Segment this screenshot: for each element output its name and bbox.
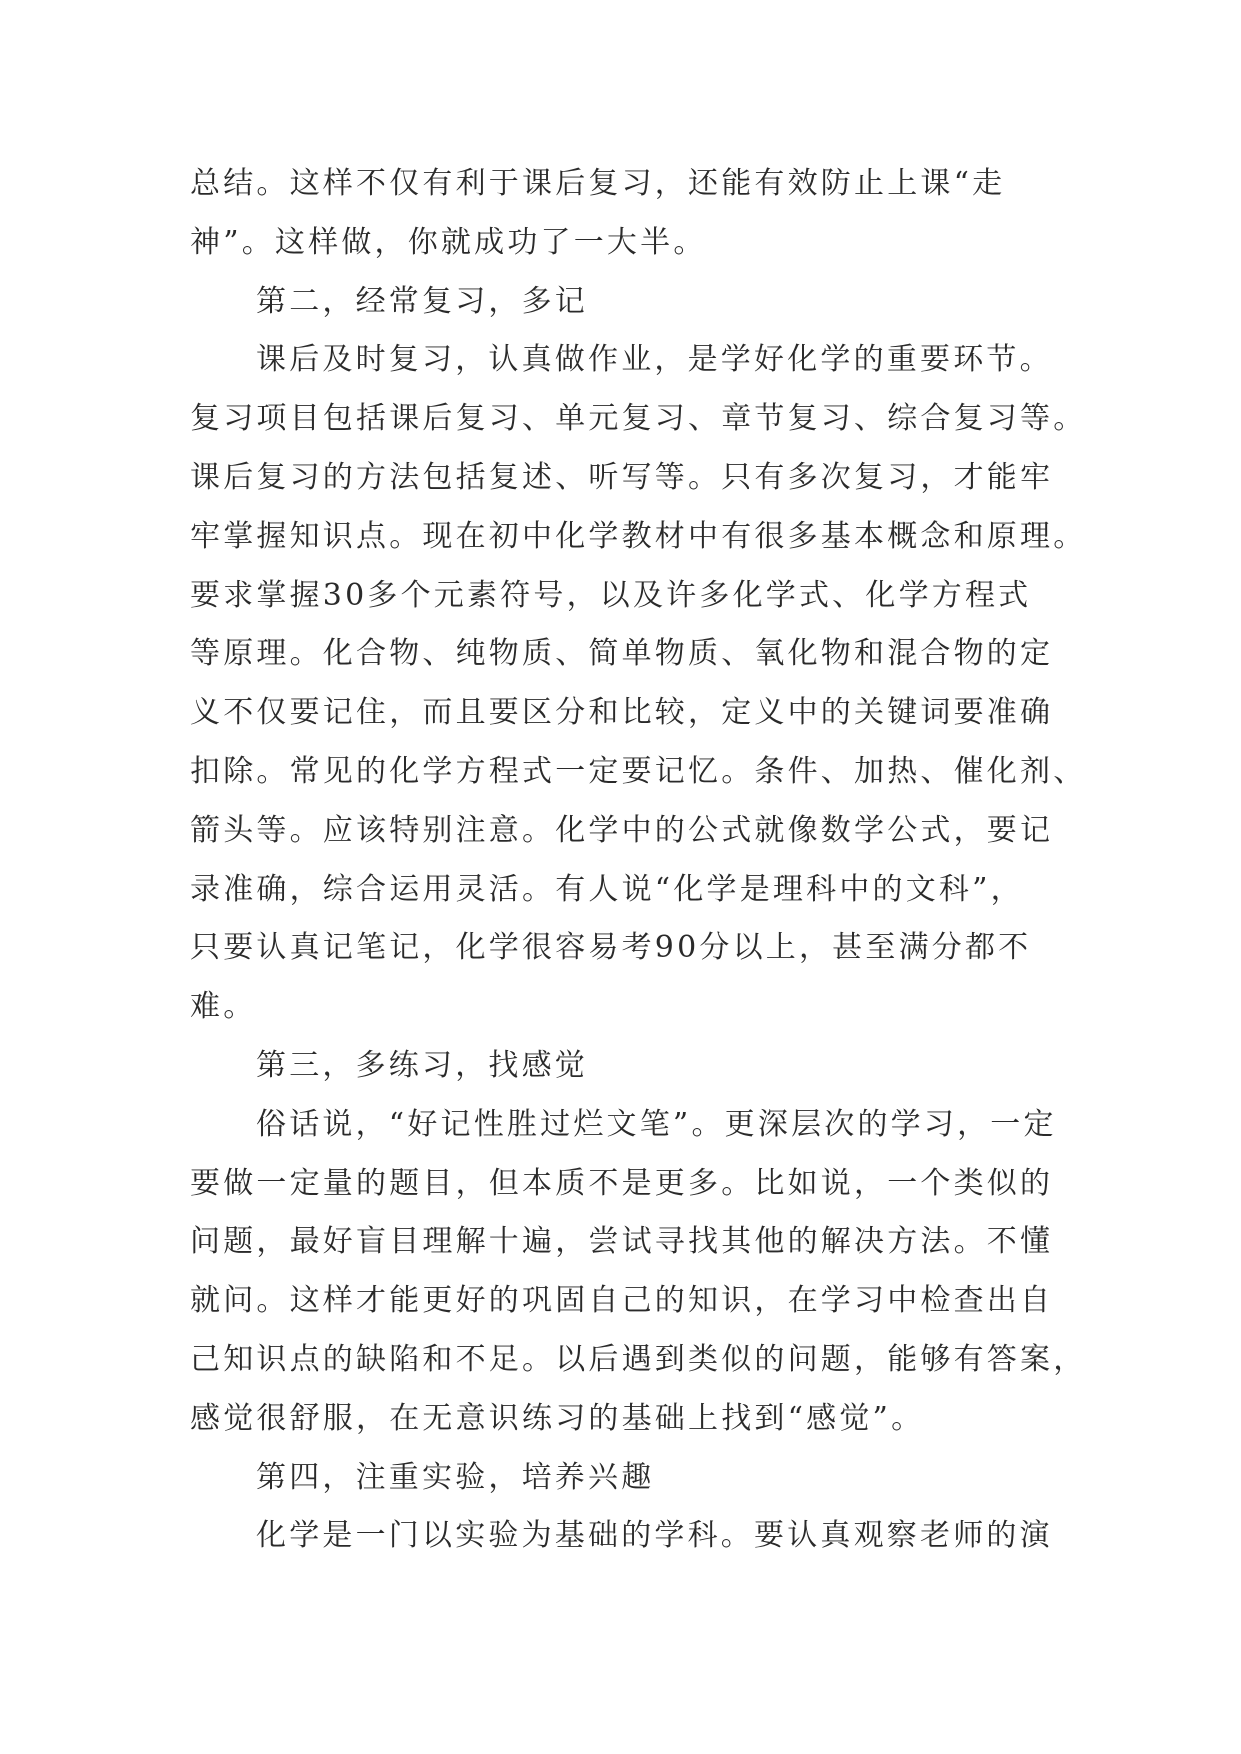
document-body: [190, 155, 1087, 1566]
text-line: 只要认真记笔记，化学很容易考90分以上，甚至满分都不: [190, 930, 1032, 966]
section-heading: 第三，多练习，找感觉: [256, 1047, 588, 1083]
text-line: 要做一定量的题目，但本质不是更多。比如说，一个类似的: [190, 1165, 1054, 1201]
text-line: 课后及时复习，认真做作业，是学好化学的重要环节。: [256, 342, 1053, 378]
section-heading: 第二，经常复习，多记: [256, 283, 588, 319]
text-line: 神”。这样做，你就成功了一大半。: [190, 224, 707, 260]
text-line: 牢掌握知识点。现在初中化学教材中有很多基本概念和原理。: [190, 518, 1087, 554]
text-line: 俗话说，“好记性胜过烂文笔”。更深层次的学习，一定: [256, 1106, 1057, 1142]
text-line: 录准确，综合运用灵活。有人说“化学是理科中的文科”，: [190, 871, 1024, 907]
text-line: 课后复习的方法包括复述、听写等。只有多次复习，才能牢: [190, 459, 1054, 495]
text-line: 感觉很舒服，在无意识练习的基础上找到“感觉”。: [190, 1400, 925, 1436]
text-line: 等原理。化合物、纯物质、简单物质、氧化物和混合物的定: [190, 636, 1054, 672]
text-line: 化学是一门以实验为基础的学科。要认真观察老师的演: [256, 1518, 1053, 1554]
text-line: 问题，最好盲目理解十遍，尝试寻找其他的解决方法。不懂: [190, 1224, 1054, 1260]
text-line: 己知识点的缺陷和不足。以后遇到类似的问题，能够有答案，: [190, 1341, 1087, 1377]
text-line: 义不仅要记住，而且要区分和比较，定义中的关键词要准确: [190, 695, 1054, 731]
text-line: 就问。这样才能更好的巩固自己的知识，在学习中检查出自: [190, 1283, 1054, 1319]
text-line: 难。: [190, 989, 257, 1025]
text-line: 要求掌握30多个元素符号，以及许多化学式、化学方程式: [190, 577, 1032, 613]
text-line: 扣除。常见的化学方程式一定要记忆。条件、加热、催化剂、: [190, 753, 1087, 789]
text-line: 总结。这样不仅有利于课后复习，还能有效防止上课“走: [190, 166, 1006, 201]
section-heading: 第四，注重实验，培养兴趣: [256, 1459, 655, 1495]
text-line: 箭头等。应该特别注意。化学中的公式就像数学公式，要记: [190, 812, 1054, 848]
text-line: 复习项目包括课后复习、单元复习、章节复习、综合复习等。: [190, 401, 1087, 437]
